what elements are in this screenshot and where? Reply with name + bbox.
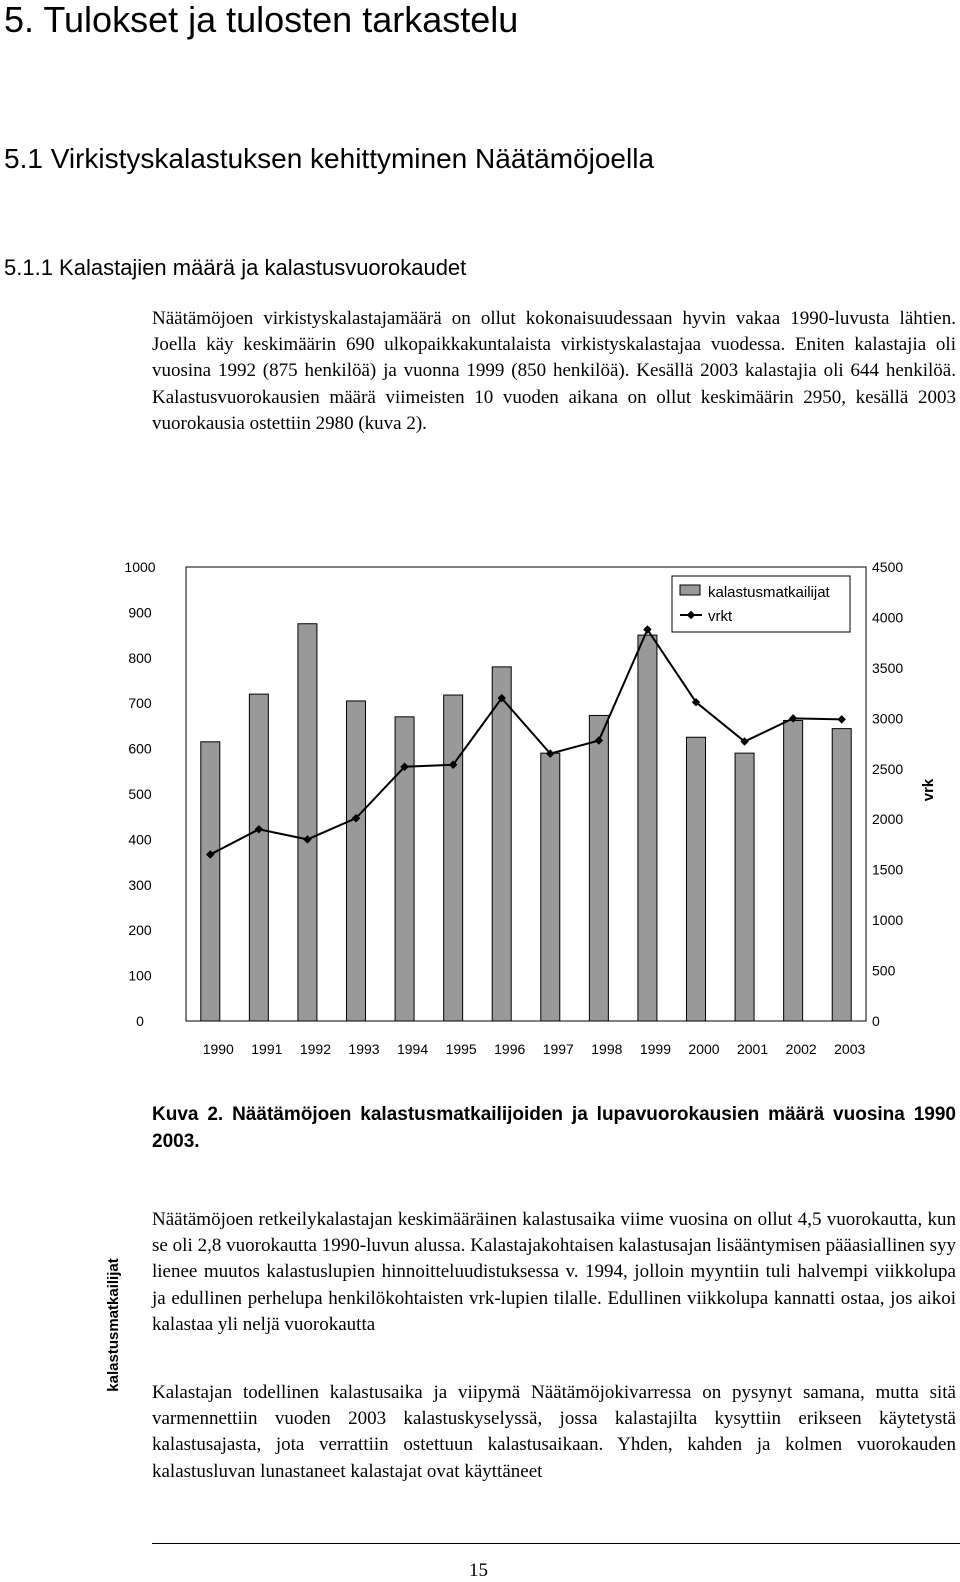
x-tick-label: 1993	[348, 1041, 380, 1057]
legend-bar-swatch	[680, 585, 700, 595]
x-tick-label: 2001	[736, 1041, 769, 1057]
right-tick-label: 2000	[872, 811, 904, 828]
bar-1998	[589, 715, 608, 1021]
right-tick-label: 4500	[872, 559, 904, 575]
x-tick-label: 1999	[639, 1041, 672, 1057]
figure-caption: Kuva 2. Näätämöjoen kalastusmatkailijoiden ja lupavuorokausien määrä vuosina 1990 2003.	[152, 1104, 956, 1152]
plot-area	[186, 567, 866, 1021]
right-tick-label: 3000	[872, 710, 904, 727]
left-tick-label: 700	[128, 695, 152, 712]
x-tick-label: 1990	[202, 1041, 234, 1057]
footer-divider	[152, 1543, 960, 1544]
bar-2001	[735, 753, 754, 1021]
legend	[672, 576, 850, 632]
x-tick-label: 1995	[445, 1041, 477, 1057]
bar-2002	[784, 720, 803, 1021]
x-tick-label: 2002	[785, 1041, 817, 1057]
bar-1999	[638, 635, 657, 1021]
left-tick-label: 1000	[124, 559, 156, 575]
left-tick-label: 800	[128, 649, 152, 666]
left-tick-label: 600	[128, 740, 152, 757]
paragraph-fishing-time: Näätämöjoen retkeilykalastajan keskimääräinen kalastusaika viime vuosina on ollut 4,5 vuorokautta, kun se oli 2,8 vuorokautta 1990-luvun alussa. Kalastajakohtaisen kalastusajan lisääntymisen pääasiallinen syy lienee muutos kalastuslupien hinnoitteluudistuksessa v. 1994, jolloin myyntiin tuli halvempi viikkolupa ja edullinen perhelupa henkilökohtaisten vrk-lupien tilalle. Edullinen viikkolupa kannatti ostaa, jos aikoi kalastaa yli neljä vuorokautta	[152, 1209, 956, 1335]
page-number: 15	[469, 1560, 488, 1581]
right-tick-label: 1500	[872, 861, 904, 878]
right-axis-label: vrk	[920, 778, 937, 802]
bar-1996	[492, 667, 511, 1021]
right-tick-label: 4000	[872, 609, 904, 626]
right-tick-label: 3500	[872, 659, 904, 676]
bar-1997	[541, 753, 560, 1021]
x-tick-label: 1998	[591, 1041, 623, 1057]
bar-2003	[832, 729, 851, 1021]
left-tick-label: 500	[128, 786, 152, 802]
right-tick-label: 2500	[872, 760, 904, 777]
right-tick-label: 1000	[872, 912, 904, 929]
right-axis-ticks	[872, 559, 903, 1029]
paragraph-actual-time: Kalastajan todellinen kalastusaika ja viipymä Näätämöjokivarressa on pysynyt samana, mutta sitä varmennettiin vuoden 2003 kalastuskyselyssä, jossa kalastajilta kysyttiin erikseen käytetystä kalastusajasta, jota verrattiin ostettuun kalastusaikaan. Yhden, kahden ja kolmen vuorokauden kalastusluvan lunastaneet kalastajat ovat käyttäneet	[152, 1382, 956, 1482]
bar-1994	[395, 717, 414, 1021]
left-axis-label: kalastusmatkailijat	[105, 1258, 122, 1392]
x-axis-ticks	[203, 1041, 866, 1057]
paragraph-intro: Näätämöjoen virkistyskalastajamäärä on ollut kokonaisuudessaan hyvin vakaa 1990-luvusta lähtien. Joella käy keskimäärin 690 ulkopaikkakuntalaista virkistyskalastajaa vuodessa. Eniten kalastajia oli vuosina 1992 (875 henkilöä) ja vuonna 1999 (850 henkilöä). Kesällä 2003 kalastajia oli 644 henkilöä. Kalastusvuorokausien määrä viimeisten 10 vuoden aikana on ollut keskimäärin 2950, kesällä 2003 vuorokausia ostettiin 2980 (kuva 2).	[152, 308, 956, 434]
x-tick-label: 1996	[494, 1041, 526, 1057]
left-tick-label: 400	[128, 831, 152, 848]
bar-1995	[444, 695, 463, 1021]
left-tick-label: 300	[128, 876, 152, 893]
bar-1992	[298, 624, 317, 1021]
x-tick-label: 2003	[834, 1041, 866, 1057]
left-axis-ticks	[124, 559, 155, 1029]
legend-label-bars: kalastusmatkailijat	[708, 584, 830, 601]
section-heading: 5. Tulokset ja tulosten tarkastelu	[4, 0, 519, 40]
bar-1993	[347, 701, 366, 1021]
bar-series-group	[201, 624, 851, 1021]
bar-1990	[201, 742, 220, 1021]
right-tick-label: 0	[872, 1013, 880, 1029]
left-tick-label: 200	[128, 922, 152, 939]
right-tick-label: 500	[872, 962, 896, 979]
subsection-heading: 5.1 Virkistyskalastuksen kehittyminen Näätämöjoella	[4, 143, 655, 174]
x-tick-label: 1994	[396, 1041, 429, 1057]
x-tick-label: 1992	[299, 1041, 332, 1057]
subsubsection-heading: 5.1.1 Kalastajien määrä ja kalastusvuorokaudet	[4, 255, 467, 280]
x-tick-label: 1997	[542, 1041, 574, 1057]
x-tick-label: 1991	[251, 1041, 283, 1057]
bar-2000	[687, 737, 706, 1021]
left-tick-label: 0	[136, 1013, 144, 1029]
bar-1991	[249, 694, 268, 1021]
left-tick-label: 900	[128, 604, 152, 621]
left-tick-label: 100	[128, 967, 152, 984]
legend-label-line: vrkt	[708, 608, 733, 625]
x-tick-label: 2000	[688, 1041, 720, 1057]
vrkt-point-2003	[837, 715, 845, 723]
